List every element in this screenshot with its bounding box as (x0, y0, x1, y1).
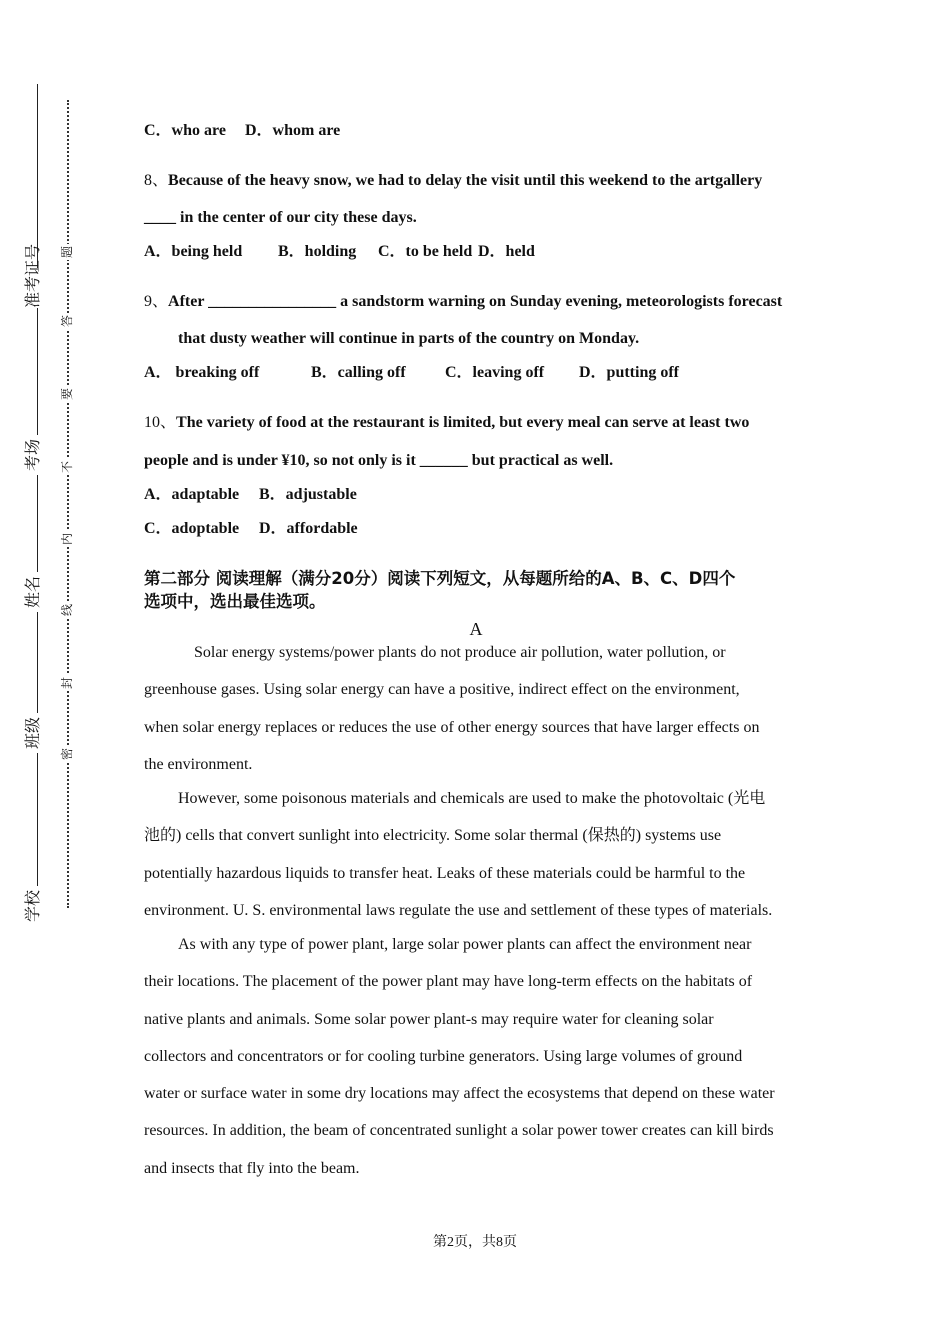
q8-option-c: C．to be held (378, 243, 473, 260)
q7-option-d: D．whom are (245, 122, 341, 139)
q9-option-a: A． breaking off (144, 364, 260, 381)
q9-option-b: B．calling off (311, 364, 406, 381)
q8-option-a: A．being held (144, 243, 243, 260)
q9-stem-line2: that dusty weather will continue in parts of the country on Monday. (178, 330, 640, 347)
q10-option-b: B．adjustable (259, 486, 357, 503)
paragraph-line: water or surface water in some dry locations may affect the ecosystems that depend on these water (144, 1085, 775, 1103)
field-label-class: 班级 (26, 713, 42, 753)
q10-option-a: A．adaptable (144, 486, 240, 503)
seal-char: 题 (60, 246, 74, 259)
paragraph-line: However, some poisonous materials and chemicals are used to make the photovoltaic (光电 (178, 790, 766, 807)
paragraph-line: environment. U. S. environmental laws regulate the use and settlement of these types of materials. (144, 901, 773, 919)
q9-option-c: C．leaving off (445, 364, 545, 381)
paragraph-line: when solar energy replaces or reduces the use of other energy sources that have larger effects on (144, 718, 760, 736)
q9-text: After ________________ a sandstorm warning on Sunday evening, meteorologists forecast (168, 293, 783, 310)
seal-char: 封 (60, 677, 74, 690)
page-footer: 第2页，共8页 (433, 1235, 517, 1250)
passage-title: A (469, 619, 483, 639)
field-label-school: 学校 (26, 886, 42, 926)
q8-text: Because of the heavy snow, we had to delay the visit until this weekend to the artgallery (168, 172, 763, 189)
q10-option-c: C．adoptable (144, 520, 240, 537)
seal-char: 要 (60, 388, 74, 401)
q8-option-b: B．holding (278, 243, 357, 260)
paragraph-line: greenhouse gases. Using solar energy can have a positive, indirect effect on the environment, (144, 681, 740, 699)
field-label-exam-number: 准考证号 (25, 243, 42, 308)
paragraph-line: and insects that fly into the beam. (144, 1159, 360, 1177)
paragraph-line: native plants and animals. Some solar power plant-s may require water for cleaning solar (144, 1010, 714, 1028)
q8-stem-line1 (144, 171, 814, 191)
paragraph-line: collectors and concentrators or for cooling turbine generators. Using large volumes of ground (144, 1047, 743, 1065)
section-heading-line2: 选项中，选出最佳选项。 (144, 592, 326, 611)
section-heading (144, 567, 814, 613)
q8-option-d: D．held (478, 243, 535, 260)
question-number: 9、 (144, 293, 169, 310)
paragraph-line: potentially hazardous liquids to transfer heat. Leaks of these materials could be harmful to the (144, 864, 746, 882)
q7-option-c: C．who are (144, 122, 226, 139)
question-number: 8、 (144, 172, 169, 189)
binding-solid-line (37, 84, 38, 922)
q9-stem-line1 (144, 292, 814, 312)
paragraph-line: 池的) cells that convert sunlight into electricity. Some solar thermal (保热的) systems use (144, 827, 722, 845)
seal-char: 答 (60, 315, 74, 328)
field-label-exam-room: 考场 (26, 435, 42, 475)
seal-char: 不 (60, 461, 74, 474)
passage-paragraph-2 (144, 780, 814, 929)
q8-stem-line2: ____ in the center of our city these days. (144, 209, 417, 226)
seal-char: 内 (60, 533, 74, 546)
q10-stem-line2: people and is under ¥10, so not only is it ______ but practical as well. (144, 452, 614, 469)
paragraph-line: Solar energy systems/power plants do not produce air pollution, water pollution, or (194, 644, 726, 661)
paragraph-line: resources. In addition, the beam of concentrated sunlight a solar power tower creates can kill birds (144, 1122, 774, 1140)
field-label-name: 姓名 (26, 572, 42, 612)
section-heading-line1: 第二部分 阅读理解（满分20分）阅读下列短文，从每题所给的A、B、C、D四个 (144, 569, 736, 588)
paragraph-line: the environment. (144, 755, 253, 773)
passage-paragraph-3 (144, 926, 814, 1187)
seal-char: 密 (60, 748, 74, 761)
q10-option-d: D．affordable (259, 520, 358, 537)
paragraph-line: their locations. The placement of the power plant may have long-term effects on the habitats of (144, 973, 753, 991)
q9-option-d: D．putting off (579, 364, 680, 381)
q10-stem-line1 (144, 413, 814, 433)
binding-dotted-line (67, 100, 69, 908)
paragraph-line: As with any type of power plant, large solar power plants can affect the environment near (178, 936, 752, 953)
question-number: 10、 (144, 414, 177, 431)
q10-text: The variety of food at the restaurant is limited, but every meal can serve at least two (176, 414, 750, 431)
passage-paragraph-1 (144, 634, 814, 783)
seal-char: 线 (60, 604, 74, 617)
